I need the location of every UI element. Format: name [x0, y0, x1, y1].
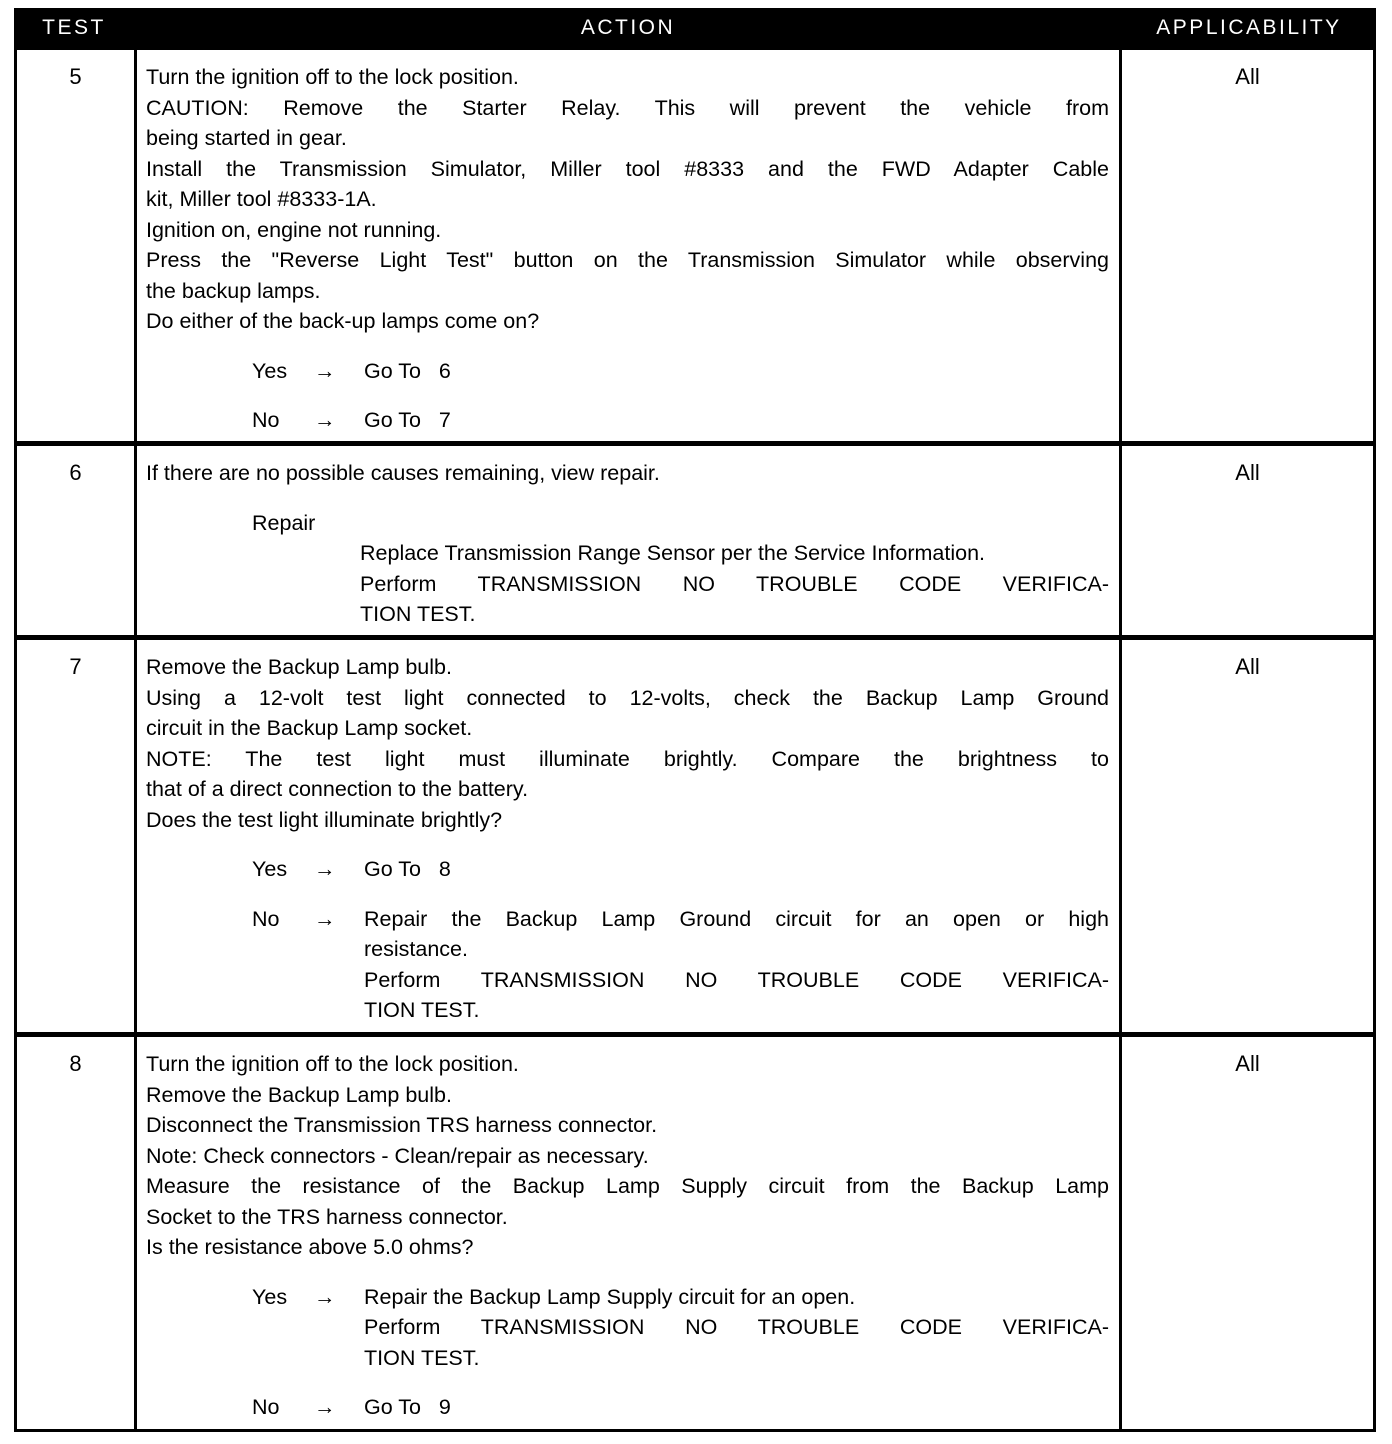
branch-line: resistance. [364, 937, 468, 961]
action-cell-5 [137, 50, 1119, 441]
action-line: Install the Transmission Simulator, Miller tool #8333 and the FWD Adapter Cable [146, 156, 1109, 181]
branch-line: TION TEST. [364, 998, 480, 1022]
action-line: circuit in the Backup Lamp socket. [146, 716, 473, 740]
no-label: No [252, 408, 280, 432]
repair-label: Repair [252, 510, 316, 535]
action-line: Disconnect the Transmission TRS harness connector. [146, 1113, 658, 1137]
applicability-8: All [1122, 1037, 1373, 1429]
action-line: Socket to the TRS harness connector. [146, 1204, 508, 1229]
action-line: Using a 12-volt test light connected to 12-volts, check the Backup Lamp Ground [146, 685, 1109, 710]
arrow-right-icon: → [314, 408, 336, 432]
action-line: Press the "Reverse Light Test" button on the Transmission Simulator while observing [146, 248, 1109, 272]
branch-line: Go To 9 [364, 1395, 451, 1419]
action-line: Do either of the back-up lamps come on? [146, 309, 540, 333]
test-number-7: 7 [17, 640, 134, 1032]
action-line: Does the test light illuminate brightly? [146, 807, 503, 832]
yes-branch [146, 356, 1109, 387]
action-cell-6 [137, 446, 1119, 635]
branch-line: Go To 8 [364, 857, 451, 881]
applicability-7: All [1122, 640, 1373, 1032]
yes-label: Yes [252, 857, 288, 881]
action-cell-7 [137, 640, 1119, 1032]
action-line: the backup lamps. [146, 278, 321, 303]
test-number-6: 6 [17, 446, 134, 635]
repair-line: Perform TRANSMISSION NO TROUBLE CODE VERIFICA- [360, 571, 1109, 596]
action-cell-8 [137, 1037, 1119, 1429]
arrow-right-icon: → [314, 358, 336, 383]
no-branch [146, 904, 1109, 1026]
action-line: Measure the resistance of the Backup Lamp Supply circuit from the Backup Lamp [146, 1174, 1109, 1198]
applicability-6: All [1122, 446, 1373, 635]
action-line: NOTE: The test light must illuminate brightly. Compare the brightness to [146, 746, 1109, 771]
no-label: No [252, 1395, 280, 1419]
no-label: No [252, 906, 280, 931]
action-line: being started in gear. [146, 126, 347, 150]
yes-label: Yes [252, 358, 288, 383]
yes-label: Yes [252, 1284, 288, 1309]
repair-line: Replace Transmission Range Sensor per the Service Information. [360, 541, 986, 565]
action-line: Note: Check connectors - Clean/repair as necessary. [146, 1143, 649, 1168]
branch-line: Go To 7 [364, 408, 451, 432]
action-line: Turn the ignition off to the lock position. [146, 65, 519, 89]
branch-line: Perform TRANSMISSION NO TROUBLE CODE VERIFICA- [364, 967, 1109, 992]
diagnostic-test-table [14, 8, 1376, 1432]
action-line: that of a direct connection to the battery. [146, 777, 529, 801]
no-branch [146, 405, 1109, 436]
branch-line: TION TEST. [364, 1345, 480, 1370]
test-number-5: 5 [17, 50, 134, 441]
arrow-right-icon: → [314, 1284, 336, 1309]
action-line: Turn the ignition off to the lock position. [146, 1052, 519, 1076]
action-line: If there are no possible causes remaining, view repair. [146, 461, 660, 485]
yes-branch [146, 1282, 1109, 1374]
no-branch [146, 1392, 1109, 1423]
test-number-8: 8 [17, 1037, 134, 1429]
branch-line: Repair the Backup Lamp Supply circuit for an open. [364, 1284, 856, 1309]
action-line: Ignition on, engine not running. [146, 217, 442, 242]
action-line: CAUTION: Remove the Starter Relay. This will prevent the vehicle from [146, 95, 1109, 120]
action-line: Is the resistance above 5.0 ohms? [146, 1235, 474, 1259]
header-action: ACTION [580, 16, 676, 39]
action-line: Remove the Backup Lamp bulb. [146, 655, 452, 679]
action-line: Remove the Backup Lamp bulb. [146, 1082, 452, 1107]
yes-branch [146, 854, 1109, 885]
header-applicability: APPLICABILITY [1156, 16, 1342, 39]
action-line: kit, Miller tool #8333-1A. [146, 187, 377, 211]
branch-line: Go To 6 [364, 358, 451, 383]
arrow-right-icon: → [314, 906, 336, 931]
header-test: TEST [42, 16, 106, 39]
arrow-right-icon: → [314, 1395, 336, 1419]
applicability-5: All [1122, 50, 1373, 441]
arrow-right-icon: → [314, 857, 336, 881]
branch-line: Repair the Backup Lamp Ground circuit for an open or high [364, 906, 1109, 931]
repair-line: TION TEST. [360, 602, 476, 626]
branch-line: Perform TRANSMISSION NO TROUBLE CODE VERIFICA- [364, 1315, 1109, 1339]
repair-body [146, 538, 1109, 630]
